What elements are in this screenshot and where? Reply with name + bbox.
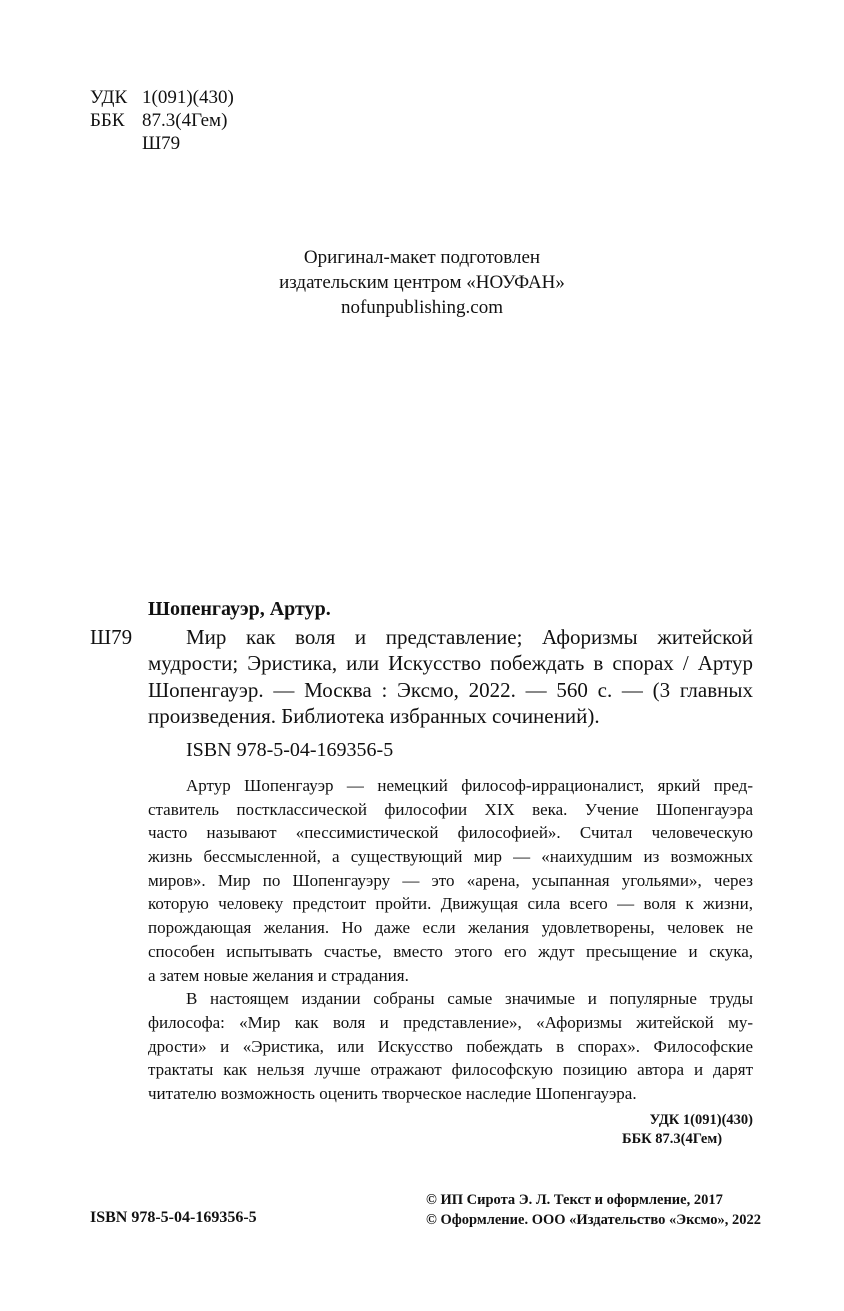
card-line-4: произведения. Библиотека избранных сочинений). xyxy=(148,703,600,728)
card-isbn: ISBN 978-5-04-169356-5 xyxy=(186,739,394,761)
udk-bottom: УДК 1(091)(430) xyxy=(649,1112,753,1128)
annot-p1-line-9: а затем новые желания и страдания. xyxy=(148,965,409,985)
annot-p1-line-1: Артур Шопенгауэр — немецкий философ-иррационалист, яркий пред- xyxy=(186,776,753,795)
bbk-bottom: ББК 87.3(4Гем) xyxy=(622,1131,723,1147)
annot-p2-line-4: трактаты как нельзя лучше отражают философскую позицию автора и дарят xyxy=(148,1060,753,1080)
footer-isbn: ISBN 978-5-04-169356-5 xyxy=(90,1209,257,1226)
card-line-1: Мир как воля и представление; Афоризмы житейской xyxy=(186,625,753,649)
bbk-label: ББК xyxy=(90,110,125,131)
annot-p1-line-6: которую человеку предстоит пройти. Движущая сила всего — воля к жизни, xyxy=(148,894,753,914)
annot-p2-line-3: дрости» и «Эристика, или Искусство побеждать в спорах». Философские xyxy=(148,1036,753,1056)
bbk-value: 87.3(4Гем) xyxy=(142,110,228,131)
credit-line-2: издательским центром «НОУФАН» xyxy=(279,272,565,293)
annot-p1-line-3: часто называют «пессимистической философией». Считал человеческую xyxy=(148,823,753,843)
annot-p2-line-2: философа: «Мир как воля и представление», «Афоризмы житейской му- xyxy=(148,1012,753,1032)
annot-p1-line-8: способен испытывать счастье, вместо этого его ждут пресыщение и скука, xyxy=(148,941,753,961)
credit-site: nofunpublishing.com xyxy=(340,297,504,318)
annot-p2-line-5: читателю возможность оценить творческое наследие Шопенгауэра. xyxy=(148,1083,637,1103)
annot-p1-line-7: порождающая желания. Но даже если желания удовлетворены, человек не xyxy=(148,918,753,938)
udk-label: УДК xyxy=(90,87,128,108)
annot-p1-line-4: жизнь бессмысленной, а существующий мир — «наихудшим из возможных xyxy=(148,847,753,867)
author-code-top: Ш79 xyxy=(142,133,181,154)
annotation xyxy=(148,774,753,1106)
publisher-credit xyxy=(0,245,844,320)
card-description xyxy=(148,624,753,729)
udk-top xyxy=(90,86,234,109)
card-line-2: мудрости; Эристика, или Искусство побеждать в спорах / Артур xyxy=(148,651,753,676)
bbk-top xyxy=(90,109,227,132)
copyright-design: © Оформление. ООО «Издательство «Эксмо», 2022 xyxy=(426,1212,761,1228)
udk-value: 1(091)(430) xyxy=(142,87,234,108)
card-code: Ш79 xyxy=(90,625,133,649)
card-line-3: Шопенгауэр. — Москва : Эксмо, 2022. — 560 с. — (3 главных xyxy=(148,677,753,702)
copyright-text: © ИП Сирота Э. Л. Текст и оформление, 2017 xyxy=(426,1192,723,1208)
card-author: Шопенгауэр, Артур. xyxy=(148,598,331,620)
annot-p1-line-2: ставитель постклассической философии XIX века. Учение Шопенгауэра xyxy=(148,799,753,819)
annot-p1-line-5: миров». Мир по Шопенгауэру — это «арена, усыпанная угольями», через xyxy=(148,870,753,890)
annot-p2-line-1: В настоящем издании собраны самые значимые и популярные труды xyxy=(186,989,753,1009)
credit-line-1: Оригинал-макет подготовлен xyxy=(303,247,541,268)
